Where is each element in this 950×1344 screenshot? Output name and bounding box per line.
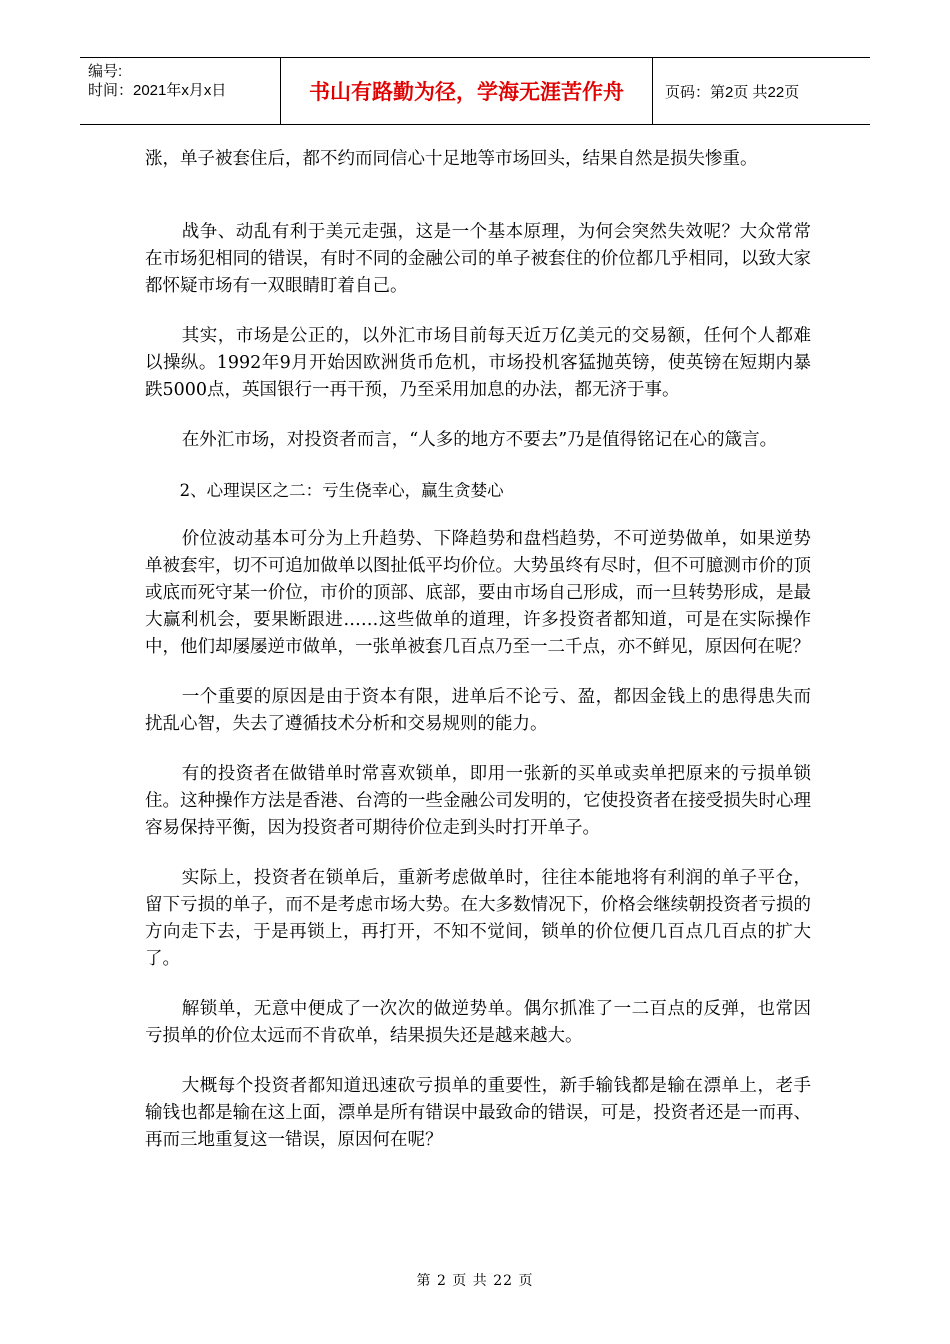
page-header [80, 57, 870, 125]
document-time-label: 时间：2021年x月x日 [88, 82, 227, 99]
paragraph: 解锁单，无意中便成了一次次的做逆势单。偶尔抓准了一二百点的反弹，也常因亏损单的价位太远而不肯砍单，结果损失还是越来越大。 [145, 999, 811, 1046]
page-footer: 第 2 页 共 22 页 [416, 1273, 534, 1289]
document-body [145, 146, 811, 1177]
paragraph: 有的投资者在做错单时常喜欢锁单，即用一张新的买单或卖单把原来的亏损单锁住。这种操作方法是香港、台湾的一些金融公司发明的，它使投资者在接受损失时心理容易保持平衡，因为投资者可期待价位走到头时打开单子。 [145, 764, 811, 838]
paragraph: 涨，单子被套住后，都不约而同信心十足地等市场回头，结果自然是损失惨重。 [145, 149, 758, 169]
paragraph: 战争、动乱有利于美元走强，这是一个基本原理，为何会突然失效呢？大众常常在市场犯相同的错误，有时不同的金融公司的单子被套住的价位都几乎相同，以致大家都怀疑市场有一双眼睛盯着自己。 [145, 222, 811, 296]
paragraph: 一个重要的原因是由于资本有限，进单后不论亏、盈，都因金钱上的患得患失而扰乱心智，失去了遵循技术分析和交易规则的能力。 [145, 687, 811, 734]
paragraph: 价位波动基本可分为上升趋势、下降趋势和盘档趋势，不可逆势做单，如果逆势单被套牢，切不可追加做单以图扯低平均价位。大势虽终有尽时，但不可臆测市价的顶或底而死守某一价位，市价的顶部、底部，要由市场自己形成，而一旦转势形成，是最大赢利机会，要果断跟进……这些做单的道理，许多投资者都知道，可是在实际操作中，他们却屡屡逆市做单，一张单被套几百点乃至一二千点，亦不鲜见，原因何在呢？ [145, 529, 811, 657]
header-page-info: 页码：第2页 共22页 [665, 83, 800, 101]
paragraph: 其实，市场是公正的，以外汇市场目前每天近万亿美元的交易额，任何个人都难以操纵。1992年9月开始因欧洲货币危机，市场投机客猛抛英镑，使英镑在短期内暴跌5000点，英国银行一再干预，乃至采用加息的办法，都无济于事。 [145, 326, 811, 400]
paragraph: 实际上，投资者在锁单后，重新考虑做单时，往往本能地将有利润的单子平仓，留下亏损的单子，而不是考虑市场大势。在大多数情况下，价格会继续朝投资者亏损的方向走下去，于是再锁上，再打开，不知不觉间，锁单的价位便几百点几百点的扩大了。 [145, 868, 811, 969]
paragraph: 在外汇市场，对投资者而言，“人多的地方不要去”乃是值得铭记在心的箴言。 [181, 430, 778, 450]
document-number-label: 编号: [88, 63, 123, 80]
section-heading: 2、心理误区之二：亏生侥幸心，赢生贪婪心 [179, 481, 504, 500]
header-motto: 书山有路勤为径，学海无涯苦作舟 [281, 58, 653, 124]
header-meta [80, 58, 281, 124]
paragraph: 大概每个投资者都知道迅速砍亏损单的重要性，新手输钱都是输在漂单上，老手输钱也都是输在这上面，漂单是所有错误中最致命的错误，可是，投资者还是一而再、再而三地重复这一错误，原因何在呢？ [145, 1076, 811, 1150]
